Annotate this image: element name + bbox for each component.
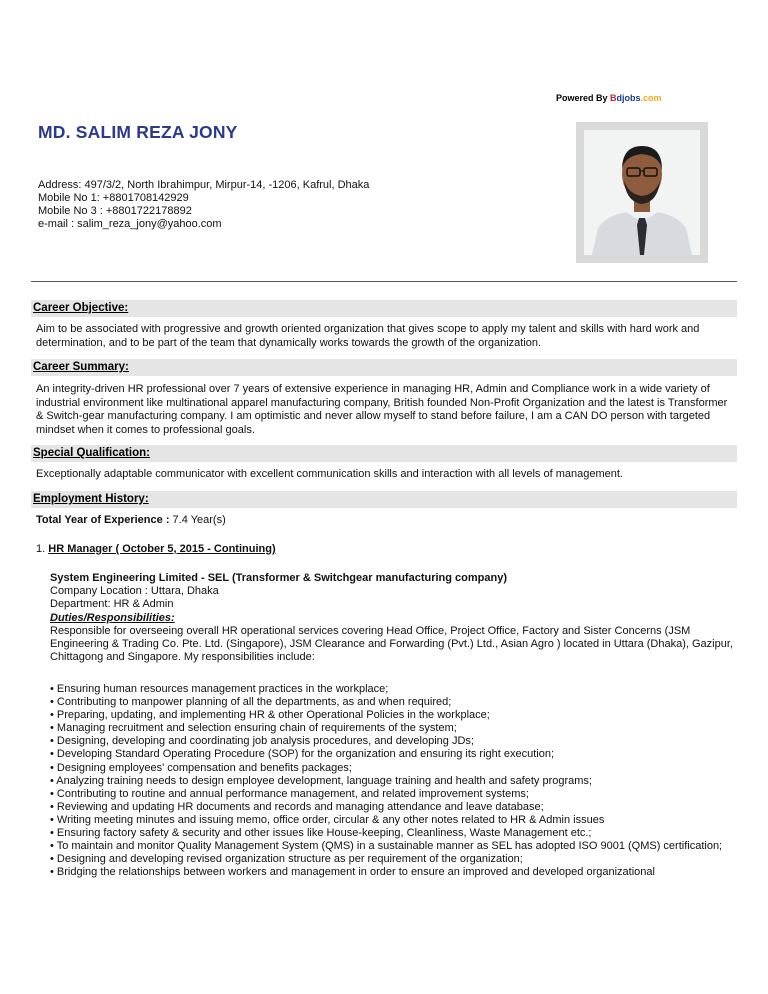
career-objective-header — [31, 300, 737, 317]
duty-item: • Bridging the relationships between workers and management in order to ensure an improved and developed organizational — [50, 866, 655, 879]
mobile-3: Mobile No 3 : +8801722178892 — [38, 205, 192, 217]
total-experience-label: Total Year of Experience : — [36, 514, 173, 526]
job-1-intro: Responsible for overseeing overall HR operational services covering Head Office, Project Office, Factory and Sister Concerns (JSM Engineering & Trading Co. Pte. Ltd. (Singapore), JSM Clearance and Forwarding (Pvt.) Ltd., Asian Agro ) located in Uttara (Dhaka), Gazipur, Chittagong and Singapore. My responsibilities include: — [50, 624, 733, 664]
candidate-name: MD. SALIM REZA JONY — [38, 122, 238, 142]
email: e-mail : salim_reza_jony@yahoo.com — [38, 218, 222, 230]
special-qualification-header — [31, 445, 737, 462]
career-summary-header — [31, 359, 737, 376]
duty-item: • Preparing, updating, and implementing HR & other Operational Policies in the workplace; — [50, 709, 490, 722]
profile-photo — [584, 130, 700, 255]
career-summary-title: Career Summary: — [33, 361, 129, 373]
job-1-heading — [36, 543, 736, 557]
special-qualification-text: Exceptionally adaptable communicator with excellent communication skills and interaction with all levels of management. — [36, 468, 623, 480]
special-qualification-title: Special Qualification: — [33, 447, 150, 459]
job-1-number: 1. — [36, 543, 46, 555]
address: Address: 497/3/2, North Ibrahimpur, Mirpur-14, -1206, Kafrul, Dhaka — [38, 179, 370, 191]
duty-item: • Designing, developing and coordinating job analysis procedures, and developing JDs; — [50, 735, 474, 748]
career-objective-title: Career Objective: — [33, 302, 129, 314]
duty-item: • Writing meeting minutes and issuing memo, office order, circular & any other notes related to HR & Admin issues — [50, 813, 605, 826]
total-experience-value: 7.4 Year(s) — [172, 514, 226, 526]
career-objective-text: Aim to be associated with progressive and growth oriented organization that gives scope to apply my talent and skills with hard work and determination, and to be part of the team that dynamically works towards the growth of the organization. — [36, 323, 700, 349]
job-1-duties-list — [50, 683, 740, 879]
duty-item: • Contributing to manpower planning of all the departments, as and when required; — [50, 696, 452, 709]
duty-item: • Designing and developing revised organization structure as per requirement of the organization; — [50, 853, 523, 866]
duty-item: • To maintain and monitor Quality Management System (QMS) in a sustainable manner as SEL has adopted ISO 9001 (QMS) certification; — [50, 840, 723, 853]
job-1-company: System Engineering Limited - SEL (Transformer & Switchgear manufacturing company) — [50, 572, 507, 584]
duty-item: • Ensuring factory safety & security and other issues like House-keeping, Cleanliness, Waste Management etc.; — [50, 827, 592, 840]
duty-item: • Developing Standard Operating Procedure (SOP) for the organization and ensuring its right execution; — [50, 748, 555, 761]
job-1-title: HR Manager ( October 5, 2015 - Continuing) — [48, 543, 276, 555]
duty-item: • Analyzing training needs to design employee development, language training and health and safety programs; — [50, 774, 592, 787]
career-summary-text: An integrity-driven HR professional over 7 years of extensive experience in managing HR, Admin and Compliance work in a wide variety of industrial environment like multinational apparel manufacturing company, British founded Non-Profit Organization and the latest is Transformer & Switch-gear manufacturing company. I am optimistic and never allow myself to stand before failure, I am a CAN DO person with targeted mindset when it comes to professional goals. — [36, 383, 728, 436]
employment-history-title: Employment History: — [33, 493, 149, 505]
duty-item: • Contributing to routine and annual performance management, and related improvement systems; — [50, 787, 529, 800]
duty-item: • Managing recruitment and selection ensuring chain of requirements of the system; — [50, 722, 457, 735]
header-divider — [31, 281, 737, 282]
employment-history-header — [31, 491, 737, 508]
job-1-duties-label: Duties/Responsibilities: — [50, 611, 175, 624]
job-1-location: Company Location : Uttara, Dhaka — [50, 585, 219, 598]
job-1-department: Department: HR & Admin — [50, 598, 174, 611]
total-experience — [36, 514, 736, 528]
duty-item: • Designing employees' compensation and benefits packages; — [50, 761, 352, 774]
contact-block — [38, 179, 369, 231]
job-1-details — [50, 572, 740, 664]
duty-item: • Ensuring human resources management practices in the workplace; — [50, 683, 389, 695]
duty-item: • Reviewing and updating HR documents and records and managing attendance and leave database; — [50, 800, 544, 813]
mobile-1: Mobile No 1: +8801708142929 — [38, 192, 189, 204]
person-portrait-icon — [584, 130, 700, 255]
powered-by-label: Powered By Bdjobs.com — [556, 93, 662, 103]
